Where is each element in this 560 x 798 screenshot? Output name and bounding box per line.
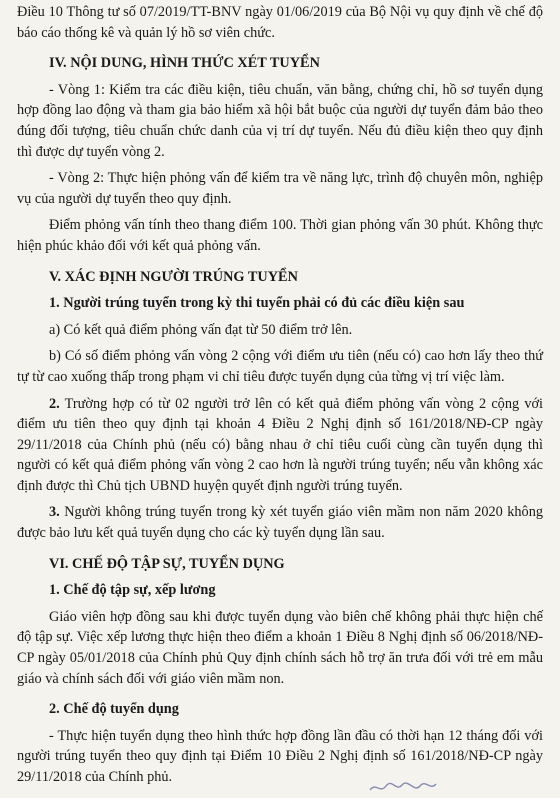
paragraph-item-3 [17, 502, 543, 543]
item-3-number: 3. [49, 504, 60, 521]
paragraph-round-2: - Vòng 2: Thực hiện phỏng vấn để kiểm tra về năng lực, trình độ chuyên môn, nghiệp vụ của người dự tuyển theo quy định. [17, 170, 543, 207]
heading-section-vi: VI. CHẾ ĐỘ TẬP SỰ, TUYỂN DỤNG [49, 555, 285, 572]
paragraph-recruitment: - Thực hiện tuyển dụng theo hình thức hợp đồng lần đầu có thời hạn 12 tháng đối với người trúng tuyển theo quy định tại Điểm 10 Điều 2 Nghị định số 161/2018/NĐ-CP ngày 29/11/2018 của Chính phủ. [17, 727, 543, 785]
paragraph-item-2 [17, 394, 543, 497]
heading-section-v: V. XÁC ĐỊNH NGƯỜI TRÚNG TUYỂN [49, 268, 298, 285]
paragraph-score: Điểm phỏng vấn tính theo thang điểm 100. Thời gian phỏng vấn 30 phút. Không thực hiện phúc khảo đối với kết quả phỏng vấn. [17, 217, 543, 254]
item-2-text: Trường hợp có từ 02 người trở lên có kết quả điểm phỏng vấn vòng 2 cộng với điểm ưu tiên theo quy định tại khoản 4 Điều 2 Nghị định số 161/2018/NĐ-CP ngày 29/11/2018 của Chính phủ (nếu có) bằng nhau ở chỉ tiêu cuối cùng cần tuyển dụng thì người có kết quả điểm phỏng vấn vòng 2 cao hơn là người trúng tuyển; nếu vẫn không xác định được thì Chủ tịch UBND huyện quyết định người trúng tuyển. [17, 395, 543, 494]
paragraph-probation: Giáo viên hợp đồng sau khi được tuyển dụng vào biên chế không phải thực hiện chế độ tập sự. Việc xếp lương thực hiện theo điểm a khoản 1 Điều 8 Nghị định số 06/2018/NĐ-CP ngày 05/01/2018 của Chính phủ Quy định chính sách hỗ trợ ăn trưa đối với trẻ em mẫu giáo và chính sách đối với giáo viên mầm non. [17, 608, 543, 687]
item-3-text: Người không trúng tuyển trong kỳ xét tuyển giáo viên mầm non năm 2020 không được bảo lưu kết quả tuyển dụng cho các kỳ tuyển dụng lần sau. [17, 504, 543, 542]
paragraph-intro: Điều 10 Thông tư số 07/2019/TT-BNV ngày 01/06/2019 của Bộ Nội vụ quy định về chế độ báo cáo thống kê và quản lý hồ sơ viên chức. [17, 4, 543, 41]
paragraph-condition-b: b) Có số điểm phỏng vấn vòng 2 cộng với điểm ưu tiên (nếu có) cao hơn lấy theo thứ tự từ cao xuống thấp trong phạm vi chỉ tiêu được tuyển dụng của từng vị trí việc làm. [17, 348, 543, 385]
signature-mark [368, 778, 438, 796]
heading-v-item-1: 1. Người trúng tuyển trong kỳ thi tuyển phải có đủ các điều kiện sau [49, 295, 465, 312]
heading-vi-item-2: 2. Chế độ tuyển dụng [49, 701, 179, 718]
paragraph-round-1: - Vòng 1: Kiểm tra các điều kiện, tiêu chuẩn, văn bằng, chứng chỉ, hồ sơ tuyển dụng hợp đồng lao động và tham gia bảo hiểm xã hội bắt buộc của người dự tuyển đảm bảo theo đúng đối tượng, tiêu chuẩn chức danh của vị trí dự tuyển. Nếu đủ điều kiện theo quy định thì được dự tuyển vòng 2. [17, 81, 543, 160]
heading-vi-item-1: 1. Chế độ tập sự, xếp lương [49, 582, 216, 599]
paragraph-condition-a: a) Có kết quả điểm phỏng vấn đạt từ 50 điểm trở lên. [49, 321, 353, 338]
item-2-number: 2. [49, 395, 60, 412]
heading-section-iv: IV. NỘI DUNG, HÌNH THỨC XÉT TUYỂN [49, 55, 320, 72]
